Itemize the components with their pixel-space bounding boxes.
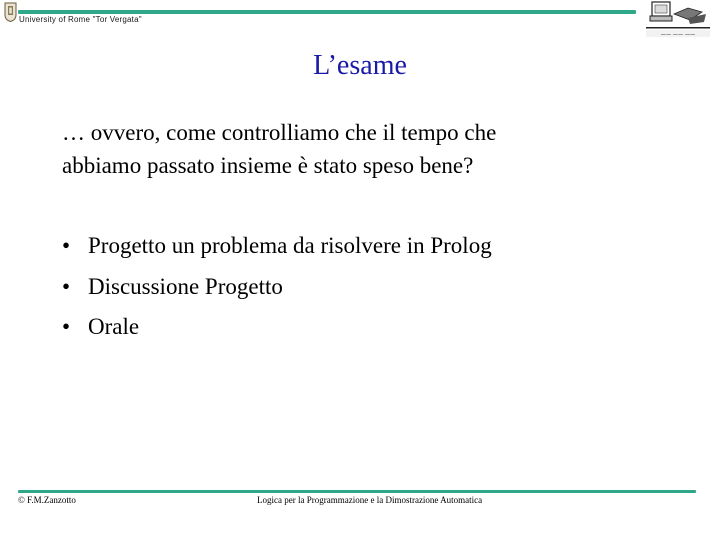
university-shield-logo	[4, 2, 17, 22]
footer-copyright: © F.M.Zanzotto	[18, 495, 76, 505]
bullet-text: Progetto un problema da risolvere in Prolog	[88, 233, 492, 258]
university-name: University of Rome "Tor Vergata"	[19, 15, 142, 24]
bullet-symbol: •	[62, 273, 71, 299]
bullet-symbol: •	[62, 314, 71, 339]
bullet-symbol: •	[62, 233, 71, 258]
bullet-list	[62, 226, 492, 348]
bullet-text: Orale	[88, 314, 140, 339]
header-rule	[18, 10, 636, 14]
footer-course-title: Logica per la Programmazione e la Dimostrazione Automatica	[257, 495, 483, 505]
bullet-item	[62, 267, 492, 308]
footer-rule	[18, 490, 696, 493]
intro-line-2: abbiamo passato insieme è stato speso bene?	[62, 153, 474, 178]
intro-line-1: … ovvero, come controlliamo che il tempo che	[62, 120, 497, 145]
bullet-item	[62, 307, 492, 348]
svg-text:—— —— ——: —— —— ——	[660, 32, 696, 38]
slide-intro-text	[62, 116, 662, 182]
bullet-item	[62, 226, 492, 267]
bullet-text: Discussione Progetto	[88, 273, 283, 299]
slide-title: L’esame	[313, 50, 407, 81]
computer-illustration-logo	[644, 0, 712, 40]
